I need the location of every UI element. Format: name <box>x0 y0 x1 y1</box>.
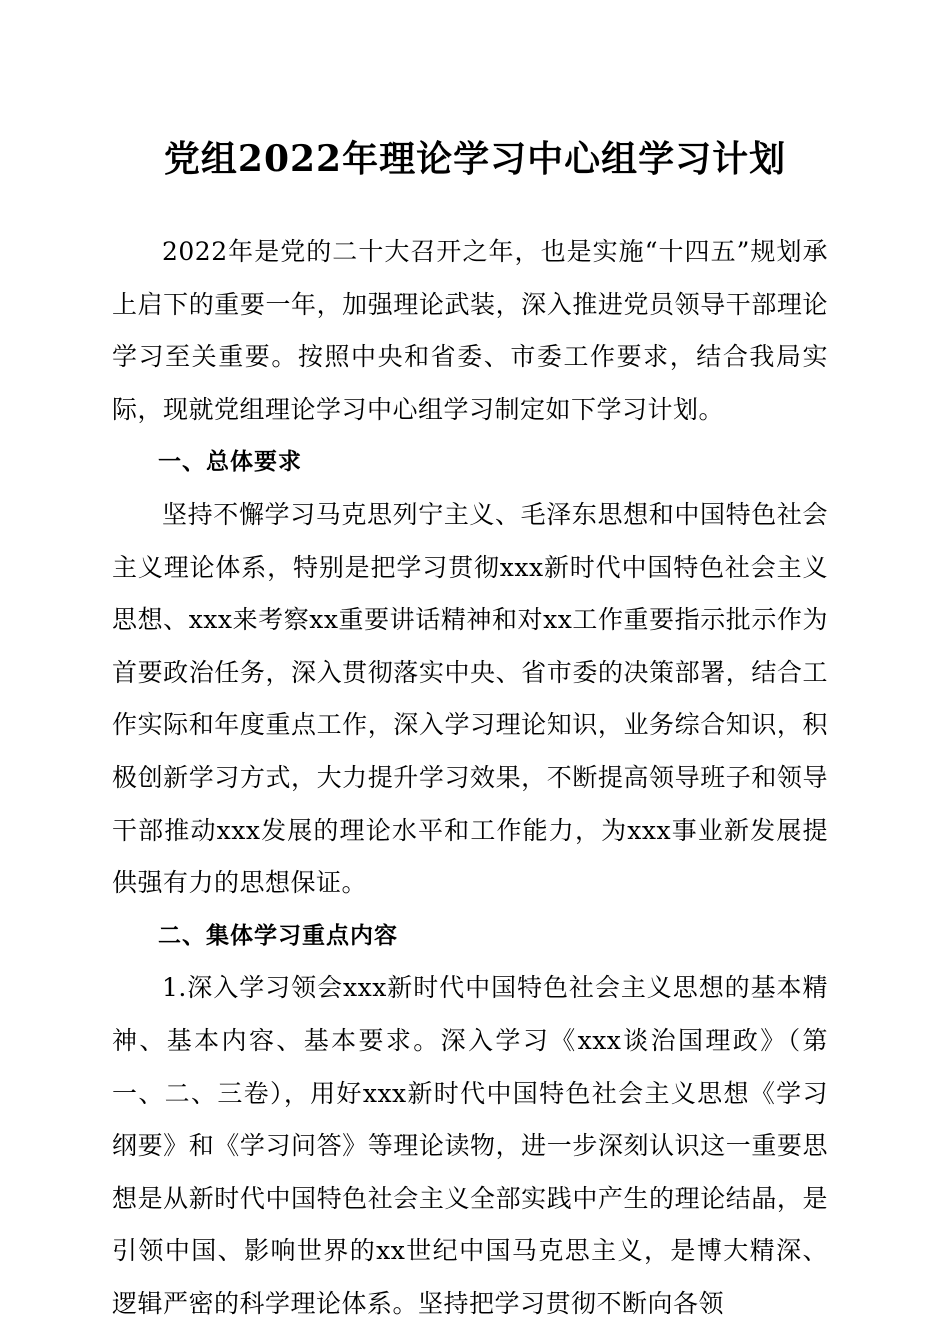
key-content-item-1: 1.深入学习领会xxx新时代中国特色社会主义思想的基本精神、基本内容、基本要求。深入学习《xxx谈治国理政》（第一、二、三卷），用好xxx新时代中国特色社会主义思想《学习纲要》和《学习问答》等理论读物，进一步深刻认识这一重要思想是从新时代中国特色社会主义全部实践中产生的理论结晶，是引领中国、影响世界的xx世纪中国马克思主义，是博大精深、逻辑严密的科学理论体系。坚持把学习贯彻不断向各领 <box>112 973 828 1318</box>
general-requirements-paragraph: 坚持不懈学习马克思列宁主义、毛泽东思想和中国特色社会主义理论体系，特别是把学习贯彻xxx新时代中国特色社会主义思想、xxx来考察xx重要讲话精神和对xx工作重要指示批示作为首要政治任务，深入贯彻落实中央、省市委的决策部署，结合工作实际和年度重点工作，深入学习理论知识，业务综合知识，积极创新学习方式，大力提升学习效果，不断提高领导班子和领导干部推动xxx发展的理论水平和工作能力，为xxx事业新发展提供强有力的思想保证。 <box>112 499 828 898</box>
intro-paragraph: 2022年是党的二十大召开之年，也是实施“十四五”规划承上启下的重要一年，加强理论武装，深入推进党员领导干部理论学习至关重要。按照中央和省委、市委工作要求，结合我局实际，现就党组理论学习中心组学习制定如下学习计划。 <box>112 237 828 424</box>
document-body <box>112 226 828 1330</box>
section-heading-general-requirements: 一、总体要求 <box>158 449 302 476</box>
document-title: 党组2022年理论学习中心组学习计划 <box>163 138 787 180</box>
section-heading-key-content: 二、集体学习重点内容 <box>158 922 398 949</box>
